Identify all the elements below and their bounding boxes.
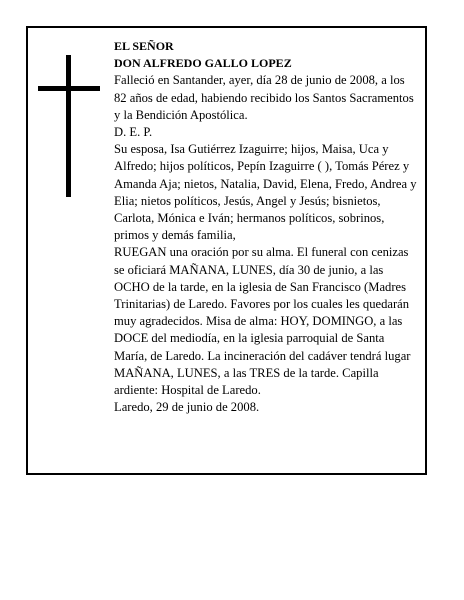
- heading-title: EL SEÑOR: [114, 39, 174, 53]
- funeral-details: RUEGAN una oración por su alma. El funeral con cenizas se oficiará MAÑANA, LUNES, día 30 de junio, a las OCHO de la tarde, en la iglesia de San Francisco (Madres Trinitarias) de Laredo. Favores por los cuales les quedarán muy agradecidos. Misa de alma: HOY, DOMINGO, a las DOCE del mediodía, en la iglesia parroquial de Santa María, de Laredo. La incineración del cadáver tendrá lugar MAÑANA, LUNES, a las TRES de la tarde. Capilla ardiente: Hospital de Laredo.: [114, 245, 411, 398]
- place-and-date: Laredo, 29 de junio de 2008.: [114, 400, 260, 415]
- rest-in-peace: D. E. P.: [114, 125, 153, 140]
- cross-vertical-bar: [66, 55, 71, 197]
- family-list: Su esposa, Isa Gutiérrez Izaguirre; hijos, Maisa, Uca y Alfredo; hijos políticos, Pepín Izaguirre ( ), Tomás Pérez y Amanda Aja; nietos, Natalia, David, Elena, Fredo, Andrea y Elia; nietos políticos, Jesús, Angel y Jesús; bisnietos, Carlota, Mónica e Iván; hermanos políticos, sobrinos, primos y demás familia,: [114, 142, 417, 243]
- deceased-name: DON ALFREDO GALLO LOPEZ: [114, 56, 292, 71]
- death-announcement: Falleció en Santander, ayer, día 28 de junio de 2008, a los 82 años de edad, habiendo recibido los Santos Sacramentos y la Bendición Apostólica.: [114, 73, 414, 122]
- obituary-text: [114, 38, 420, 416]
- cross-horizontal-bar: [38, 86, 100, 91]
